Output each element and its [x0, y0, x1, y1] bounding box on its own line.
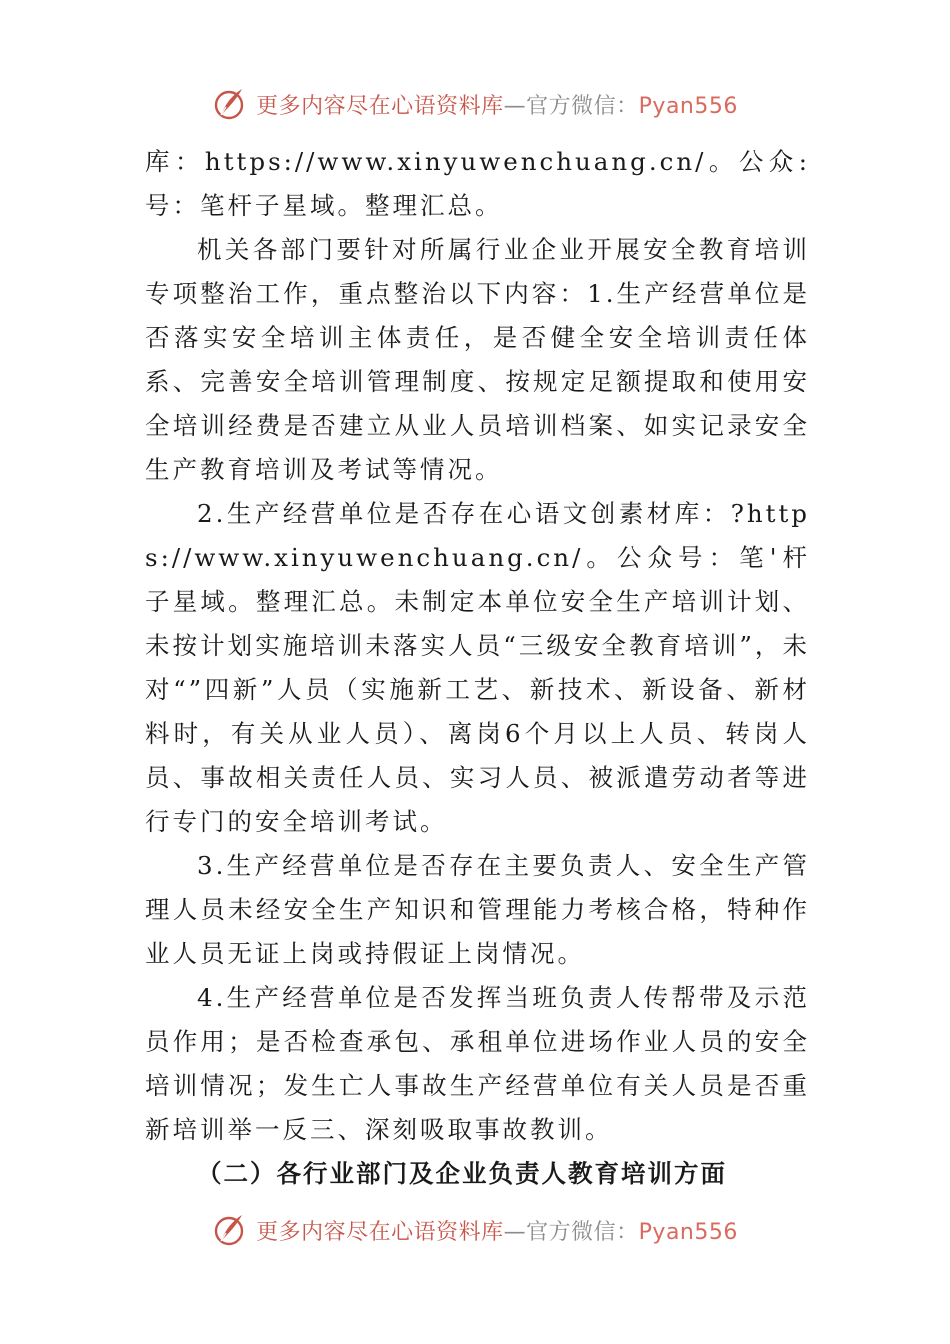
paragraph-item-3: 3.生产经营单位是否存在主要负责人、安全生产管理人员未经安全生产知识和管理能力考核合格，特种作业人员无证上岗或持假证上岗情况。: [145, 851, 810, 968]
watermark-dash: —: [503, 1219, 527, 1245]
paragraph-intro: 机关各部门要针对所属行业企业开展安全教育培训专项整治工作，重点整治以下内容：1.生产经营单位是否落实安全培训主体责任，是否健全安全培训责任体系、完善安全培训管理制度、按规定足额提取和使用安全培训经费是否建立从业人员培训档案、如实记录安全生产教育培训及考试等情况。: [145, 235, 810, 484]
watermark-official-label: 官方微信：: [526, 1219, 639, 1245]
watermark-text: [256, 89, 738, 120]
quill-pen-logo-icon: [212, 1212, 248, 1248]
watermark-wechat-id: Pyan556: [638, 1219, 738, 1245]
footer-watermark: [0, 1210, 950, 1250]
section-heading: （二）各行业部门及企业负责人教育培训方面: [197, 1159, 727, 1188]
paragraph-item-4: 4.生产经营单位是否发挥当班负责人传帮带及示范员作用；是否检查承包、承租单位进场作业人员的安全培训情况；发生亡人事故生产经营单位有关人员是否重新培训举一反三、深刻吸取事故教训。: [145, 983, 810, 1144]
watermark-wechat-id: Pyan556: [638, 93, 738, 119]
paragraph-continuation: 库：https://www.xinyuwenchuang.cn/。公众:号：笔杆子星域。整理汇总。: [145, 147, 810, 220]
watermark-text: [256, 1215, 738, 1246]
header-watermark: [0, 84, 950, 124]
watermark-site-text: 更多内容尽在心语资料库: [256, 93, 504, 119]
watermark-site-text: 更多内容尽在心语资料库: [256, 1219, 504, 1245]
paragraph-item-2: 2.生产经营单位是否存在心语文创素材库：?https://www.xinyuwenchuang.cn/。公众号：笔'杆子星域。整理汇总。未制定本单位安全生产培训计划、未按计划实施培训未落实人员“三级安全教育培训”，未对“”四新”人员（实施新工艺、新技术、新设备、新材料时，有关从业人员）、离岗6个月以上人员、转岗人员、事故相关责任人员、实习人员、被派遣劳动者等进行专门的安全培训考试。: [145, 499, 810, 836]
quill-pen-logo-icon: [212, 86, 248, 122]
watermark-dash: —: [503, 93, 527, 119]
document-body: [145, 140, 810, 1196]
watermark-official-label: 官方微信：: [526, 93, 639, 119]
